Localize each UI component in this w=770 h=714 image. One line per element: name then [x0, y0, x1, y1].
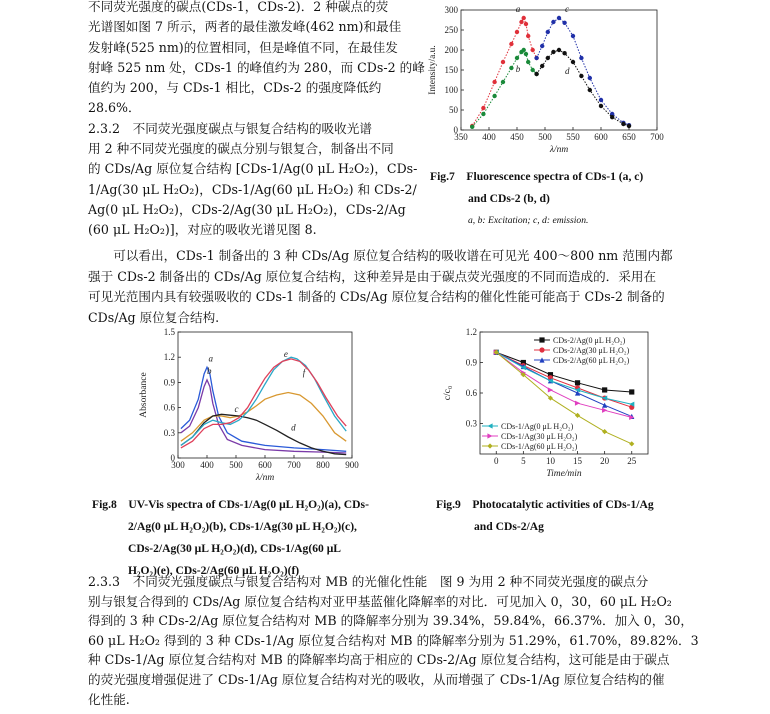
bottom-text — [88, 572, 699, 709]
legend-label: CDs-1/Ag(60 μL H₂O₂) — [501, 442, 578, 451]
series-label: b — [515, 64, 521, 74]
figure-8-chart — [130, 326, 366, 492]
figure-7-caption — [430, 166, 643, 232]
y-tick-label: 50 — [449, 105, 458, 115]
x-tick-label: 450 — [510, 132, 524, 142]
series-label: b — [207, 366, 212, 376]
legend-label: CDs-1/Ag(0 μL H₂O₂) — [501, 422, 574, 431]
y-tick-label: 0.3 — [163, 427, 175, 438]
series-label: a — [515, 4, 521, 14]
data-point — [602, 429, 607, 434]
text-line: 别与银复合得到的 CDs/Ag 原位复合结构对亚甲基蓝催化降解率的对比．可见加入 0，30，60 μL H₂O₂ — [88, 593, 672, 609]
text-line: 射峰 525 nm 处，CDs-1 的峰值约为 280，而 CDs-2 的峰 — [88, 59, 425, 75]
text-line: 2.3.2 不同荧光强度碳点与银复合结构的吸收光谱 — [88, 120, 372, 136]
text-line: 可见光范围内具有较强吸收的 CDs-1 制备的 CDs/Ag 原位复合结构的催化性能可能高于 CDs-2 制备的 — [88, 289, 665, 305]
text-line: 种 CDs-1/Ag 原位复合结构对 MB 的降解率均高于相应的 CDs-2/Ag 原位复合结构，这可能是由于碳点 — [88, 652, 670, 668]
x-tick-label: 500 — [538, 132, 552, 142]
x-tick-label: 300 — [171, 460, 185, 470]
text-line: Ag(0 μL H₂O₂)，CDs-2/Ag(30 μL H₂O₂)，CDs-2/Ag — [88, 201, 406, 217]
legend-label: CDs-1/Ag(30 μL H₂O₂) — [501, 432, 578, 441]
series-label: f — [302, 367, 306, 378]
caption-line: Fig.8 UV-Vis spectra of CDs-1/Ag(0 μL H₂O₂)(a), CDs- — [92, 498, 369, 511]
y-tick-label: 0.3 — [465, 418, 477, 429]
text-line: CDs/Ag 原位复合结构. — [88, 309, 220, 325]
x-tick-label: 650 — [622, 132, 636, 142]
data-point — [534, 56, 538, 60]
data-point — [602, 387, 607, 392]
x-tick-label: 800 — [316, 460, 330, 470]
plot-frame — [178, 332, 352, 458]
legend-label: CDs-2/Ag(0 μL H₂O₂) — [553, 336, 626, 345]
data-point — [602, 403, 607, 408]
text-line: 值约为 200，与 CDs-1 相比，CDs-2 的强度降低约 — [88, 80, 382, 96]
caption-line: CDs-2/Ag(30 μL H₂O₂)(d), CDs-1/Ag(60 μL — [128, 542, 342, 555]
y-tick-label: 150 — [444, 65, 458, 75]
x-tick-label: 20 — [600, 456, 610, 466]
legend-label: CDs-2/Ag(60 μL H₂O₂) — [553, 356, 630, 365]
y-tick-label: 0.6 — [465, 388, 477, 398]
x-tick-label: 700 — [287, 460, 301, 470]
data-point — [629, 441, 634, 446]
series-label: a — [208, 353, 213, 364]
text-line: 60 μL H₂O₂ 得到的 3 种 CDs-1/Ag 原位复合结构对 MB 的降解率分别为 51.29%，61.70%，89.82%．3 — [88, 632, 699, 648]
series-label: c — [565, 4, 569, 14]
x-tick-label: 700 — [650, 132, 664, 142]
x-tick-label: 550 — [566, 132, 580, 142]
caption-line: Fig.9 Photocatalytic activities of CDs-1/Ag — [436, 498, 654, 511]
text-line: 化性能. — [88, 691, 130, 707]
series-label: d — [291, 422, 296, 433]
data-point — [548, 387, 553, 392]
y-axis-label: c/c₀ — [443, 385, 453, 401]
y-tick-label: 0 — [453, 125, 458, 135]
x-tick-label: 400 — [482, 132, 496, 142]
data-point — [575, 380, 580, 385]
caption-line: Fig.7 Fluorescence spectra of CDs-1 (a, c) — [430, 170, 644, 183]
text-line: (60 μL H₂O₂)]，对应的吸收光谱见图 8. — [88, 222, 317, 238]
text-line: 不同荧光强度的碳点(CDs-1，CDs-2)．2 种碳点的荧 — [88, 0, 389, 14]
text-line: 的 CDs/Ag 原位复合结构 [CDs-1/Ag(0 μL H₂O₂)，CDs- — [88, 161, 418, 177]
data-point — [539, 347, 544, 352]
caption-line: and CDs-2/Ag — [474, 520, 544, 533]
data-point — [575, 401, 580, 406]
data-point — [509, 66, 513, 70]
text-line: 2.3.3 不同荧光强度碳点与银复合结构对 MB 的光催化性能 图 9 为用 2 种不同荧光强度的碳点分 — [88, 574, 649, 589]
data-point — [515, 30, 519, 34]
y-tick-label: 300 — [444, 5, 458, 15]
text-line: 得到的 3 种 CDs-2/Ag 原位复合结构对 MB 的降解率分别为 39.34%，59.84%，66.37%．加入 0，30， — [88, 613, 693, 629]
data-point — [579, 74, 583, 78]
text-line: 用 2 种不同荧光强度的碳点分别与银复合，制备出不同 — [88, 141, 394, 157]
data-point — [629, 389, 634, 394]
x-tick-label: 500 — [229, 460, 243, 470]
x-tick-label: 350 — [454, 132, 468, 142]
middle-text — [88, 246, 673, 328]
y-axis-label: Absorbance — [139, 372, 149, 418]
data-point — [522, 16, 526, 20]
data-point — [492, 80, 496, 84]
series-label: e — [283, 349, 288, 360]
y-tick-label: 1.2 — [465, 327, 477, 337]
y-tick-label: 100 — [444, 85, 458, 95]
top-left-text — [88, 0, 425, 241]
x-tick-label: 900 — [345, 460, 359, 470]
data-point — [539, 337, 544, 342]
text-line: 28.6%． — [88, 100, 141, 116]
figure-7-chart — [425, 2, 665, 164]
x-tick-label: 5 — [521, 456, 526, 466]
figure-9-caption — [436, 494, 654, 538]
caption-line: 2/Ag(0 μL H₂O₂)(b), CDs-1/Ag(30 μL H₂O₂)(c), — [128, 520, 357, 533]
y-tick-label: 0 — [170, 453, 175, 463]
x-tick-label: 25 — [627, 456, 637, 466]
data-point — [487, 423, 492, 428]
x-tick-label: 600 — [258, 460, 272, 470]
x-tick-label: 400 — [200, 460, 214, 470]
series-line — [181, 359, 346, 448]
data-point — [501, 60, 505, 64]
y-tick-label: 1.2 — [163, 352, 175, 363]
plot-frame — [461, 10, 657, 130]
caption-line: H₂O₂)(e), CDs-2/Ag(60 μL H₂O₂)(f) — [128, 564, 300, 577]
figure-8-caption — [92, 494, 369, 582]
data-point — [602, 408, 607, 413]
x-axis-label: λ/nm — [255, 473, 275, 483]
y-axis-label: Intensity/a.u. — [428, 45, 438, 95]
x-axis-label: λ/nm — [549, 145, 569, 155]
y-tick-label: 250 — [444, 25, 458, 35]
figure-9-chart — [436, 326, 656, 486]
y-tick-label: 0.9 — [163, 377, 175, 388]
text-line: 可以看出，CDs-1 制备出的 3 种 CDs/Ag 原位复合结构的吸收谱在可见光 400～800 nm 范围内都 — [88, 248, 673, 263]
x-axis-label: Time/min — [546, 469, 582, 479]
x-tick-label: 0 — [494, 456, 499, 466]
series-line — [181, 414, 346, 454]
data-point — [534, 72, 538, 76]
caption-line: and CDs-2 (b, d) — [468, 192, 550, 205]
data-point — [627, 124, 631, 128]
y-tick-label: 0.6 — [163, 402, 175, 413]
data-point — [575, 413, 580, 418]
x-tick-label: 10 — [545, 456, 555, 466]
legend-label: CDs-2/Ag(30 μL H₂O₂) — [553, 346, 630, 355]
series-line — [537, 18, 629, 125]
data-point — [487, 433, 492, 438]
y-tick-label: 0.9 — [465, 357, 477, 368]
y-tick-label: 200 — [444, 45, 458, 55]
caption-note: a, b: Excitation; c, d: emission. — [468, 215, 589, 226]
text-line: 1/Ag(30 μL H₂O₂)，CDs-1/Ag(60 μL H₂O₂) 和 CDs-2/ — [88, 181, 417, 197]
series-line — [181, 393, 346, 442]
text-line: 光谱图如图 7 所示，两者的最佳激发峰(462 nm)和最佳 — [88, 19, 402, 35]
series-label: d — [565, 66, 570, 76]
y-tick-label: 1.5 — [163, 327, 175, 337]
series-label: c — [234, 403, 239, 414]
text-line: 的荧光强度增强促进了 CDs-1/Ag 原位复合结构对光的吸收，从而增强了 CDs-1/Ag 原位复合结构的催 — [88, 671, 665, 687]
text-line: 发射峰(525 nm)的位置相同，但是峰值不同，在最佳发 — [88, 39, 398, 55]
x-tick-label: 15 — [573, 456, 583, 466]
x-tick-label: 600 — [594, 132, 608, 142]
data-point — [487, 443, 492, 448]
text-line: 强于 CDs-2 制备出的 CDs/Ag 原位复合结构，这种差异是由于碳点荧光强度的不同而造成的．采用在 — [88, 268, 657, 284]
